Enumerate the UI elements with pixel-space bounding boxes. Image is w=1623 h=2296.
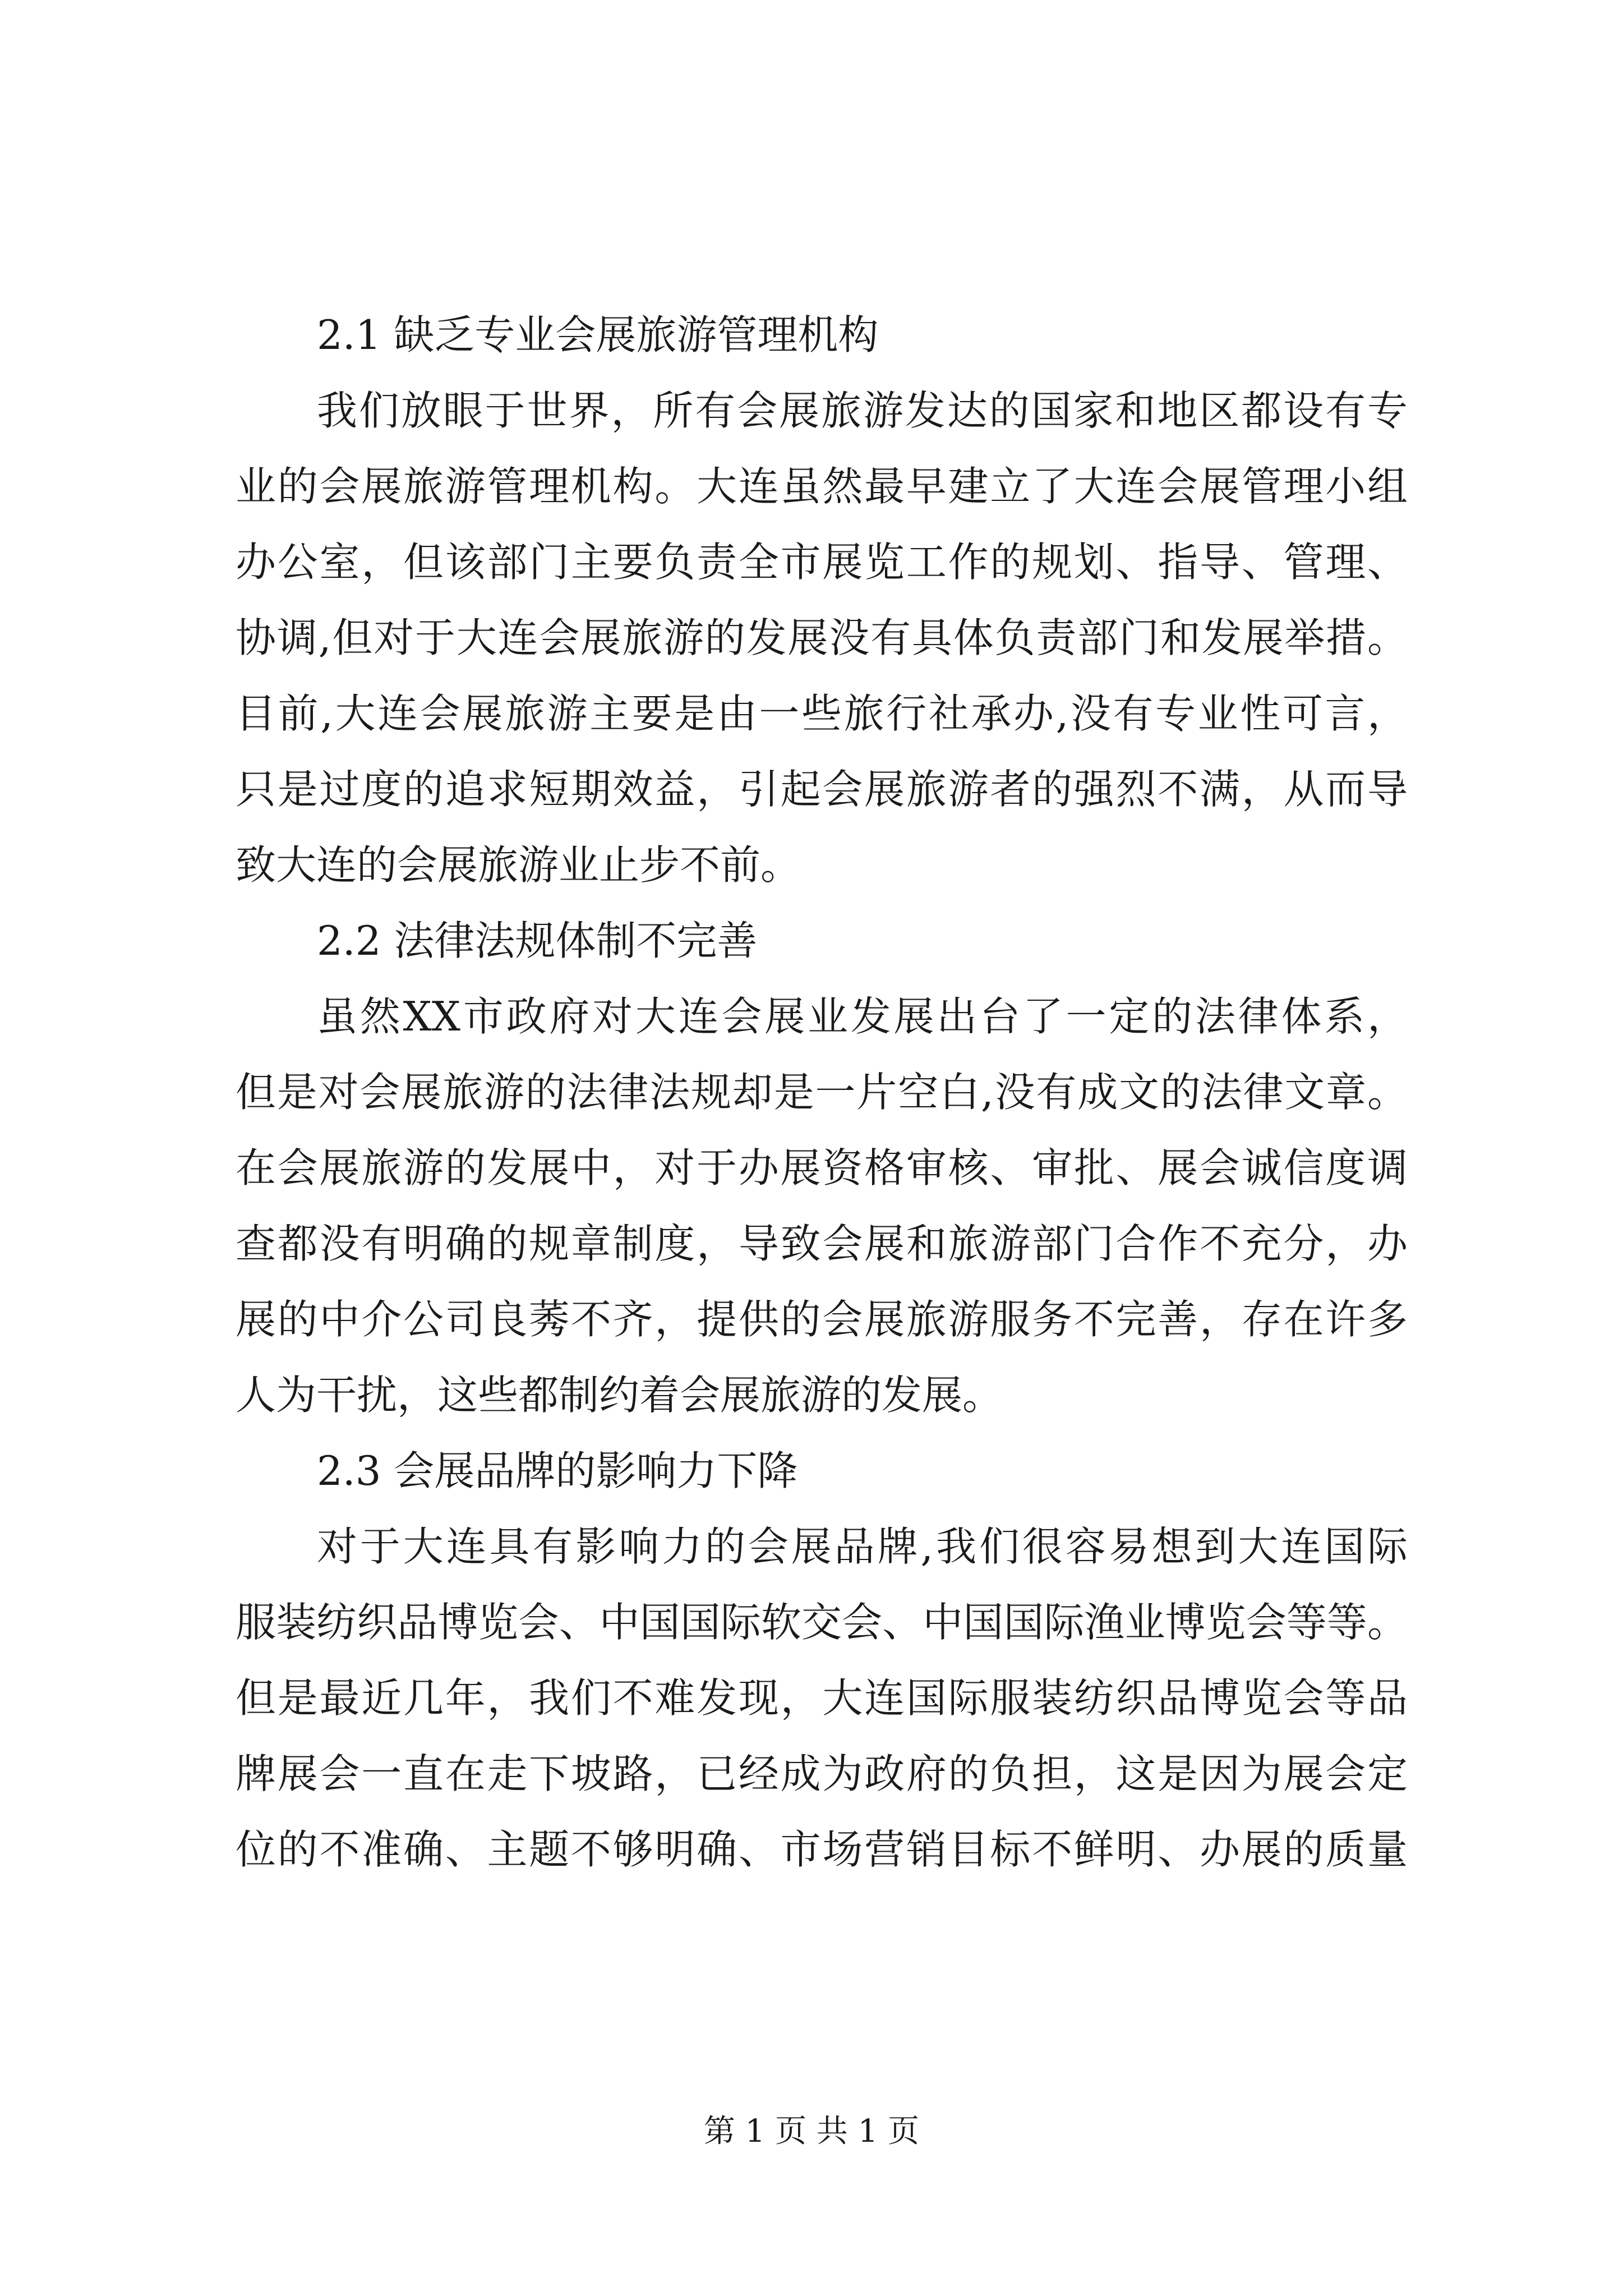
paragraph-line: 位的不准确、主题不够明确、市场营销目标不鲜明、办展的质量 bbox=[236, 1826, 1408, 1873]
paragraph-line: 对于大连具有影响力的会展品牌,我们很容易想到大连国际 bbox=[317, 1523, 1408, 1570]
paragraph-line: 查都没有明确的规章制度，导致会展和旅游部门合作不充分，办 bbox=[236, 1220, 1408, 1267]
paragraph-line: 致大连的会展旅游业止步不前。 bbox=[236, 841, 801, 889]
paragraph-line: 服装纺织品博览会、中国国际软交会、中国国际渔业博览会等等。 bbox=[236, 1599, 1408, 1646]
section-heading: 2.1 缺乏专业会展旅游管理机构 bbox=[317, 311, 879, 358]
section-heading: 2.3 会展品牌的影响力下降 bbox=[317, 1447, 798, 1494]
paragraph-line: 但是最近几年，我们不难发现，大连国际服装纺织品博览会等品 bbox=[236, 1674, 1408, 1722]
document-body bbox=[236, 297, 1408, 1888]
paragraph-line: 协调,但对于大连会展旅游的发展没有具体负责部门和发展举措。 bbox=[236, 614, 1408, 661]
paragraph-line: 展的中介公司良莠不齐，提供的会展旅游服务不完善，存在许多 bbox=[236, 1296, 1408, 1343]
paragraph-line: 目前,大连会展旅游主要是由一些旅行社承办,没有专业性可言， bbox=[236, 690, 1408, 737]
paragraph-line: 办公室，但该部门主要负责全市展览工作的规划、指导、管理、 bbox=[236, 539, 1408, 586]
paragraph-line: 虽然XX市政府对大连会展业发展出台了一定的法律体系， bbox=[317, 993, 1408, 1040]
paragraph-line: 但是对会展旅游的法律法规却是一片空白,没有成文的法律文章。 bbox=[236, 1069, 1408, 1116]
paragraph-line: 人为干扰，这些都制约着会展旅游的发展。 bbox=[236, 1372, 1003, 1419]
paragraph-line: 业的会展旅游管理机构。大连虽然最早建立了大连会展管理小组 bbox=[236, 463, 1408, 510]
paragraph-line: 在会展旅游的发展中，对于办展资格审核、审批、展会诚信度调 bbox=[236, 1144, 1408, 1191]
section-heading: 2.2 法律法规体制不完善 bbox=[317, 917, 758, 964]
paragraph-line: 只是过度的追求短期效益，引起会展旅游者的强烈不满，从而导 bbox=[236, 766, 1408, 813]
paragraph-line: 牌展会一直在走下坡路，已经成为政府的负担，这是因为展会定 bbox=[236, 1750, 1408, 1797]
paragraph-line: 我们放眼于世界，所有会展旅游发达的国家和地区都设有专 bbox=[317, 387, 1408, 434]
page-number-footer: 第 1 页 共 1 页 bbox=[703, 2113, 920, 2150]
